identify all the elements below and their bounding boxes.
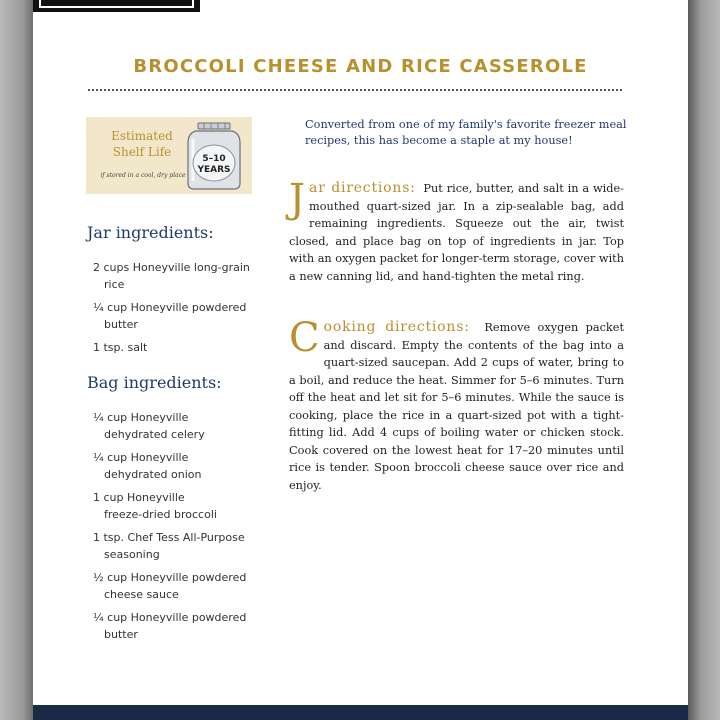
list-item xyxy=(93,609,263,643)
list-item xyxy=(93,449,263,483)
cooking-directions-heading: ooking directions: xyxy=(323,319,470,335)
ingredient-line-1: ¼ cup Honeyville xyxy=(93,411,189,424)
ingredient-line-1: ½ cup Honeyville powdered xyxy=(93,571,247,584)
header-corner-box xyxy=(33,0,200,14)
ingredient-line-2: butter xyxy=(104,318,138,331)
ingredient-line-1: 2 cups Honeyville long-grain xyxy=(93,261,250,274)
ingredient-line-2: seasoning xyxy=(104,548,160,561)
bag-ingredients-list xyxy=(93,409,263,649)
drop-cap: J xyxy=(289,176,306,222)
ingredient-line-1: ¼ cup Honeyville powdered xyxy=(93,301,247,314)
page-edge-left xyxy=(0,0,33,720)
list-item xyxy=(93,409,263,443)
shelf-life-unit: YEARS xyxy=(197,165,231,175)
ingredient-line-2: freeze-dried broccoli xyxy=(104,508,217,521)
list-item xyxy=(93,489,263,523)
ingredient-line-1: ¼ cup Honeyville powdered xyxy=(93,611,247,624)
badge-line-2: Shelf Life xyxy=(112,145,172,159)
cooking-directions xyxy=(289,315,624,494)
page-title: BROCCOLI CHEESE AND RICE CASSEROLE xyxy=(133,56,588,77)
cooking-directions-body: Remove oxygen packet and discard. Empty the contents of the bag into a quart-sized saucepan. Add 2 cups of water, bring to a boil, and reduce the heat. Simmer for 5–6 minutes. Turn off the heat and let sit for 5–6 minutes. While the sauce is cooking, place the rice in a quart-sized pot with a tight-fitting lid. Add 4 cups of boiling water or chicken stock. Cook covered on the lowest heat for 17–20 minutes until rice is tender. Spoon broccoli cheese sauce over rice and enjoy. xyxy=(289,321,624,492)
jar-directions-heading: ar directions: xyxy=(309,180,416,196)
list-item xyxy=(93,569,263,603)
badge-note: if stored in a cool, dry place xyxy=(100,172,186,179)
ingredient-line-1: ¼ cup Honeyville xyxy=(93,451,189,464)
title-divider xyxy=(88,89,622,91)
list-item xyxy=(93,259,263,293)
drop-cap: C xyxy=(289,315,320,361)
jar-directions xyxy=(289,176,624,285)
footer-band xyxy=(33,705,688,720)
ingredient-line-2: butter xyxy=(104,628,138,641)
ingredient-line-1: 1 tsp. Chef Tess All-Purpose xyxy=(93,531,245,544)
jar-ingredients-list xyxy=(93,259,263,362)
shelf-life-badge xyxy=(86,117,252,194)
shelf-life-range: 5–10 xyxy=(202,154,226,164)
ingredient-line-2: cheese sauce xyxy=(104,588,179,601)
ingredient-line-1: 1 cup Honeyville xyxy=(93,491,185,504)
ingredient-line-2: dehydrated celery xyxy=(104,428,205,441)
badge-line-1: Estimated xyxy=(111,129,173,143)
page-edge-right xyxy=(688,0,720,720)
ingredient-line-2: rice xyxy=(104,278,125,291)
ingredient-line-2: dehydrated onion xyxy=(104,468,202,481)
list-item xyxy=(93,299,263,333)
jar-directions-body: Put rice, butter, and salt in a wide-mouthed quart-sized jar. In a zip-sealable bag, add remaining ingredients. Squeeze out the air, twist closed, and place bag on top of ingredients in jar. Top with an oxygen packet for longer-term storage, cover with a new canning lid, and hand-tighten the metal ring. xyxy=(289,182,624,283)
jar-ingredients-heading: Jar ingredients: xyxy=(87,223,214,242)
shelf-life-years xyxy=(190,154,238,176)
list-item xyxy=(93,529,263,563)
bag-ingredients-heading: Bag ingredients: xyxy=(87,373,222,392)
ingredient-line-1: 1 tsp. salt xyxy=(93,341,148,354)
list-item xyxy=(93,339,263,356)
recipe-intro: Converted from one of my family's favorite freezer meal recipes, this has become a staple at my house! xyxy=(305,118,627,147)
